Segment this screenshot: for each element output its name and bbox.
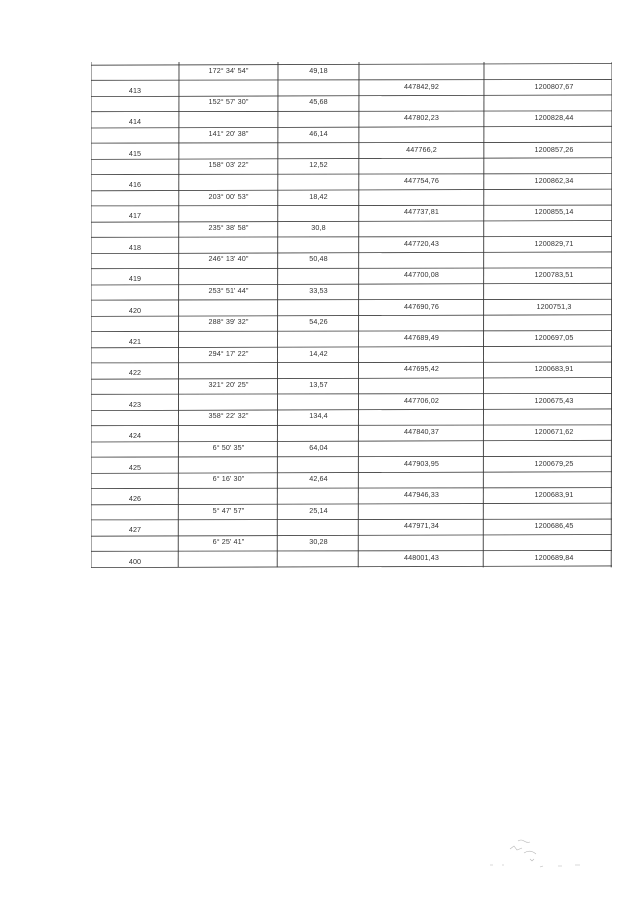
table-cell-y: 1200679,25 [534, 458, 574, 468]
table-cell-distance: 42,64 [309, 474, 328, 484]
table-cell-distance: 30,28 [309, 537, 328, 546]
table-cell-point: 427 [128, 525, 142, 535]
table-row-rule [91, 158, 612, 160]
table-cell-x: 447695,42 [404, 364, 439, 374]
table-row-rule [91, 409, 612, 411]
table-cell-y: 1200783,51 [534, 270, 574, 280]
table-cell-angle: 288° 39' 32" [208, 317, 249, 327]
table-row-rule [91, 64, 612, 66]
table-row-rule [91, 174, 612, 175]
table-row-rule [91, 503, 612, 505]
faint-stamp-mark [480, 835, 590, 875]
table-cell-angle: 321° 20' 25" [208, 380, 249, 389]
table-cell-point: 419 [128, 274, 142, 284]
table-cell-y: 1200675,43 [534, 395, 574, 405]
table-row-rule [91, 362, 612, 363]
table-cell-distance: 13,57 [309, 380, 328, 389]
table-column-rule [277, 62, 278, 567]
table-cell-distance: 30,8 [311, 223, 326, 232]
table-row-rule [91, 79, 612, 80]
table-cell-y: 1200862,34 [534, 175, 574, 185]
table-cell-angle: 5° 47' 57" [212, 505, 245, 515]
table-row-rule [91, 189, 612, 191]
table-row-rule [91, 252, 612, 254]
table-cell-point: 425 [128, 462, 142, 472]
table-cell-x: 447802,23 [404, 113, 439, 123]
table-row-rule [91, 488, 612, 489]
table-row-rule [91, 378, 612, 380]
table-cell-x: 447903,95 [404, 458, 439, 468]
table-row-rule [91, 236, 612, 237]
table-cell-y: 1200683,91 [534, 489, 574, 499]
table-row-rule [91, 142, 612, 143]
table-column-rule [358, 62, 359, 567]
table-cell-angle: 152° 57' 30" [208, 97, 249, 107]
table-cell-x: 447737,81 [404, 207, 439, 217]
table-cell-angle: 6° 25' 41" [212, 537, 245, 546]
table-row-rule [91, 566, 612, 568]
coordinates-table [91, 58, 612, 572]
table-cell-y: 1200829,71 [534, 238, 574, 248]
table-cell-distance: 14,42 [309, 348, 328, 358]
table-column-rule [483, 62, 484, 567]
table-row-rule [91, 299, 612, 300]
table-cell-distance: 18,42 [309, 191, 328, 201]
table-cell-point: 424 [128, 431, 142, 441]
table-cell-point: 413 [128, 85, 142, 95]
table-row-rule [91, 126, 612, 128]
table-cell-angle: 172° 34' 54" [208, 66, 249, 75]
table-cell-x: 447766,2 [406, 144, 437, 154]
table-cell-point: 415 [128, 148, 142, 158]
table-cell-distance: 45,68 [309, 97, 328, 107]
table-cell-angle: 158° 03' 22" [208, 160, 249, 170]
table-cell-angle: 246° 13' 40" [208, 254, 249, 264]
table-cell-distance: 49,18 [309, 66, 328, 75]
table-cell-point: 423 [128, 399, 142, 409]
table-cell-point: 421 [128, 336, 142, 346]
table-cell-distance: 134,4 [309, 411, 328, 421]
table-cell-distance: 25,14 [309, 505, 328, 515]
table-cell-point: 418 [128, 242, 142, 252]
table-cell-point: 417 [128, 211, 142, 221]
table-cell-point: 414 [128, 117, 142, 127]
table-cell-angle: 358° 22' 32" [208, 411, 249, 421]
table-cell-angle: 253° 51' 44" [208, 285, 249, 295]
table-cell-x: 447842,92 [404, 81, 439, 91]
table-cell-angle: 6° 50' 35" [212, 442, 245, 452]
table-cell-x: 447706,02 [404, 395, 439, 405]
table-cell-angle: 203° 00' 53" [208, 191, 249, 201]
table-cell-distance: 33,53 [309, 285, 328, 295]
table-cell-y: 1200697,05 [534, 332, 574, 342]
table-cell-x: 447689,49 [404, 332, 439, 342]
table-row-rule [91, 283, 612, 285]
table-cell-y: 1200855,14 [534, 207, 574, 217]
table-cell-y: 1200686,45 [534, 521, 574, 531]
table-cell-angle: 294° 17' 22" [208, 348, 249, 358]
table-cell-x: 447700,08 [404, 270, 439, 280]
table-cell-point: 420 [128, 305, 142, 315]
table-row-rule [91, 472, 612, 474]
table-cell-x: 447971,34 [404, 521, 439, 531]
table-row-rule [91, 95, 612, 97]
table-row-rule [91, 315, 612, 317]
table-cell-y: 1200857,26 [534, 144, 574, 154]
table-row-rule [91, 425, 612, 426]
table-cell-distance: 50,48 [309, 254, 328, 264]
table-cell-distance: 64,04 [309, 442, 328, 452]
table-cell-distance: 12,52 [309, 160, 328, 170]
table-cell-x: 447946,33 [404, 489, 439, 499]
table-cell-y: 1200689,84 [534, 552, 574, 562]
table-row-rule [91, 331, 612, 332]
table-cell-angle: 235° 38' 58" [208, 223, 249, 232]
table-cell-point: 416 [128, 179, 142, 189]
table-cell-y: 1200683,91 [534, 364, 574, 374]
table-row-rule [91, 440, 612, 442]
table-row-rule [91, 205, 612, 206]
table-cell-angle: 141° 20' 38" [208, 128, 249, 138]
table-cell-x: 447720,43 [404, 238, 439, 248]
table-cell-x: 447690,76 [404, 301, 439, 311]
table-cell-point: 422 [128, 368, 142, 378]
table-row-rule [91, 550, 612, 551]
table-cell-distance: 54,26 [309, 317, 328, 327]
table-cell-y: 1200671,62 [534, 427, 574, 437]
table-cell-y: 1200807,67 [534, 81, 574, 91]
table-column-rule [178, 62, 179, 567]
table-cell-x: 447754,76 [404, 175, 439, 185]
table-cell-distance: 46,14 [309, 128, 328, 138]
table-cell-x: 447840,37 [404, 427, 439, 437]
table-row-rule [91, 393, 612, 394]
table-row-rule [91, 456, 612, 457]
table-cell-angle: 6° 16' 30" [212, 474, 245, 484]
table-cell-point: 426 [128, 493, 142, 503]
table-cell-x: 448001,43 [404, 552, 439, 562]
table-cell-y: 1200751,3 [536, 301, 572, 311]
table-row-rule [91, 268, 612, 269]
table-row-rule [91, 535, 612, 537]
table-cell-y: 1200828,44 [534, 113, 574, 123]
table-row-rule [91, 111, 612, 112]
table-row-rule [91, 221, 612, 223]
table-row-rule [91, 346, 612, 348]
table-cell-point: 400 [128, 556, 142, 566]
table-row-rule [91, 519, 612, 520]
